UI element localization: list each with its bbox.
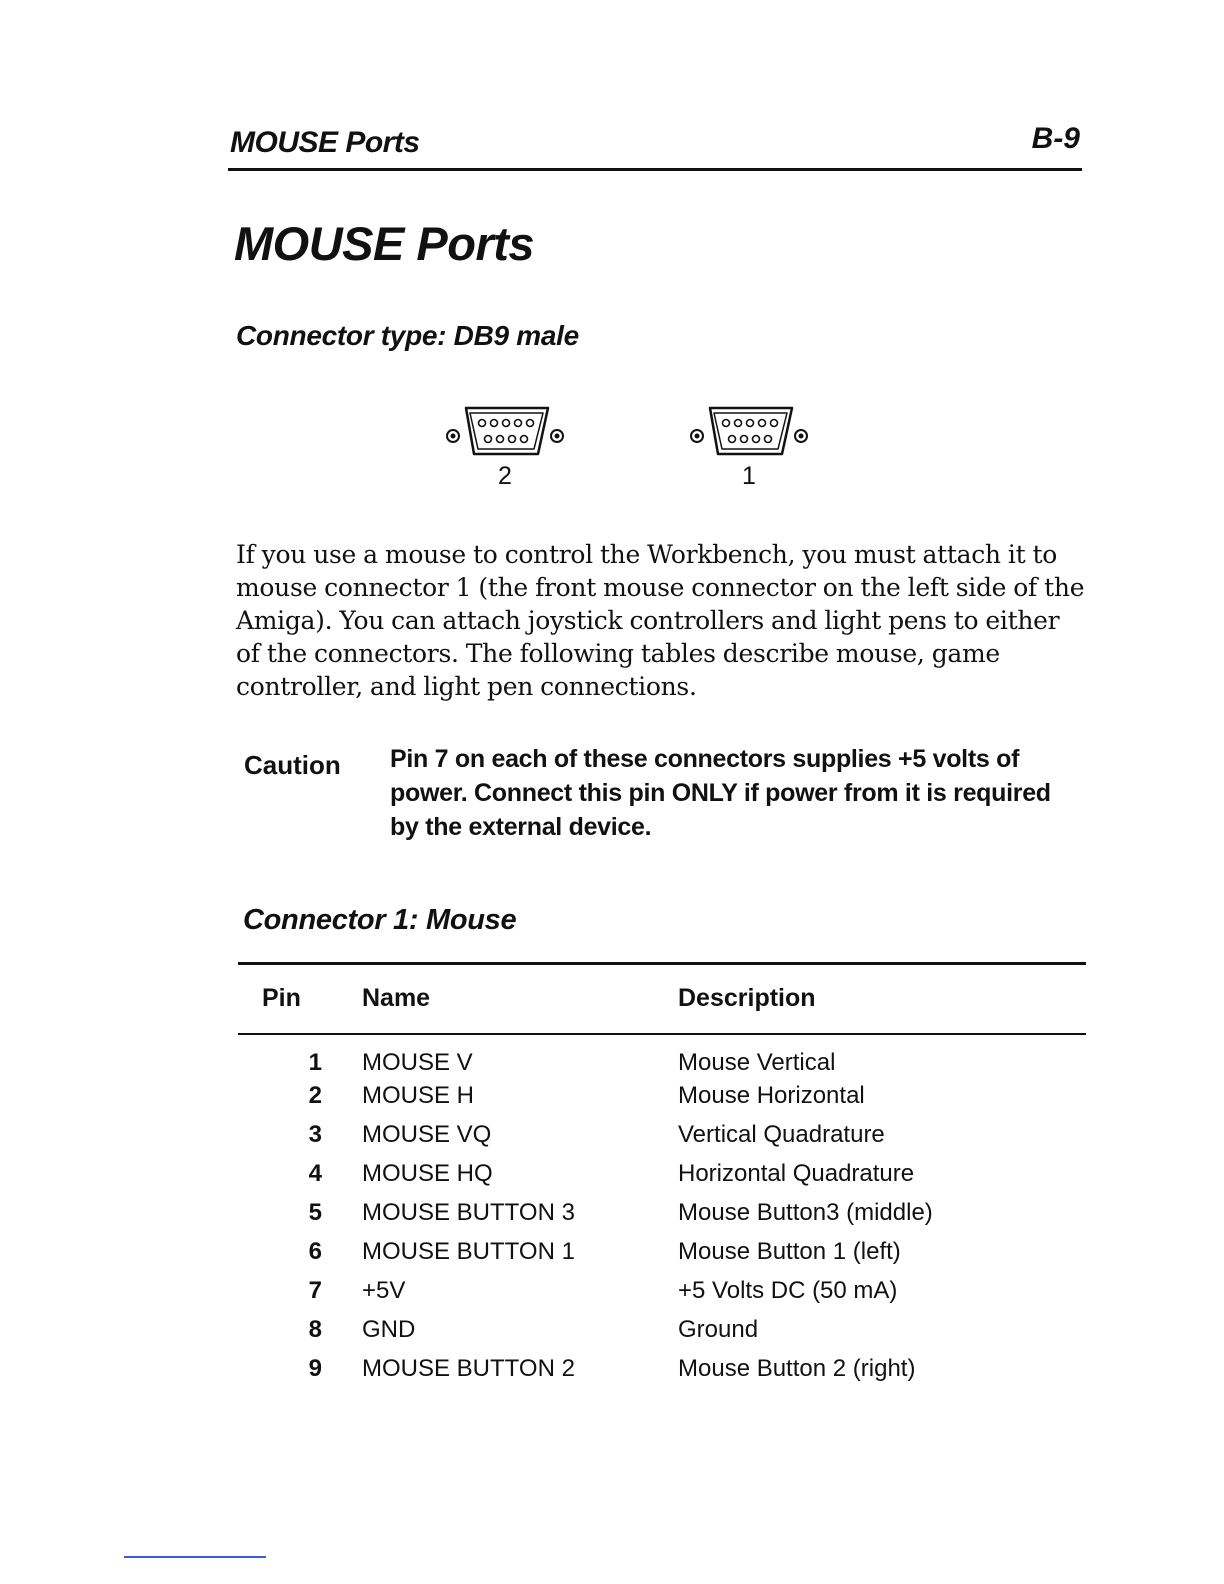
cell-pin: 5 bbox=[308, 1199, 322, 1226]
pin-table bbox=[238, 962, 1086, 1389]
column-header-name: Name bbox=[362, 964, 678, 1034]
table-row bbox=[238, 1034, 1086, 1077]
table-row bbox=[238, 1116, 1086, 1155]
cell-pin: 6 bbox=[308, 1238, 322, 1265]
db9-port-1 bbox=[688, 398, 810, 498]
cell-pin: 8 bbox=[308, 1316, 322, 1343]
page-number: B-9 bbox=[1031, 122, 1080, 155]
cell-name: MOUSE V bbox=[362, 1048, 473, 1076]
table-row bbox=[238, 1272, 1086, 1311]
column-header-pin: Pin bbox=[238, 964, 362, 1034]
body-paragraph: If you use a mouse to control the Workbench, you must attach it to mouse connector 1 (the front mouse connector on the left side of the Amiga). You can attach joystick controllers and light pens to either of the connectors. The following tables describe mouse, game controller, and light pen connections. bbox=[236, 540, 1085, 701]
caution-label: Caution bbox=[244, 750, 341, 780]
cell-description: Mouse Button3 (middle) bbox=[678, 1199, 933, 1226]
cell-description: Ground bbox=[678, 1316, 759, 1343]
cell-pin: 1 bbox=[308, 1048, 322, 1076]
table-row bbox=[238, 1233, 1086, 1272]
cell-description: Horizontal Quadrature bbox=[678, 1160, 915, 1187]
cell-name: +5V bbox=[362, 1277, 406, 1304]
table-row bbox=[238, 1155, 1086, 1194]
cell-name: MOUSE HQ bbox=[362, 1160, 493, 1187]
port-label: 2 bbox=[498, 462, 512, 490]
db9-port-2 bbox=[444, 398, 566, 498]
column-header-description: Description bbox=[678, 964, 1086, 1034]
cell-description: Mouse Button 2 (right) bbox=[678, 1355, 916, 1382]
cell-pin: 7 bbox=[308, 1277, 322, 1304]
table-header-row bbox=[238, 964, 1086, 1034]
cell-description: Mouse Horizontal bbox=[678, 1082, 865, 1109]
cell-name: MOUSE BUTTON 2 bbox=[362, 1355, 575, 1382]
cell-pin: 4 bbox=[308, 1160, 322, 1187]
table-row bbox=[238, 1077, 1086, 1116]
table-row bbox=[238, 1311, 1086, 1350]
cell-name: MOUSE BUTTON 1 bbox=[362, 1238, 575, 1265]
footnote-rule bbox=[124, 1556, 266, 1558]
db9-connector-figure bbox=[444, 398, 824, 498]
db9-connector-icon bbox=[444, 398, 566, 464]
page-title: MOUSE Ports bbox=[234, 217, 535, 270]
cell-description: Mouse Button 1 (left) bbox=[678, 1238, 901, 1265]
table-row bbox=[238, 1194, 1086, 1233]
cell-pin: 9 bbox=[308, 1355, 322, 1382]
cell-name: MOUSE H bbox=[362, 1082, 475, 1109]
running-header bbox=[228, 118, 1082, 171]
caution-text: Pin 7 on each of these connectors supplies +5 volts of power. Connect this pin ONLY if power from it is required by the external device. bbox=[390, 745, 1051, 841]
table-heading: Connector 1: Mouse bbox=[243, 904, 517, 936]
cell-description: Vertical Quadrature bbox=[678, 1121, 885, 1148]
port-label: 1 bbox=[742, 462, 756, 490]
table-row bbox=[238, 1350, 1086, 1389]
cell-description: +5 Volts DC (50 mA) bbox=[678, 1277, 898, 1304]
cell-description: Mouse Vertical bbox=[678, 1048, 836, 1076]
connector-type-heading: Connector type: DB9 male bbox=[236, 320, 579, 351]
cell-name: MOUSE VQ bbox=[362, 1121, 492, 1148]
cell-pin: 2 bbox=[308, 1082, 322, 1109]
db9-connector-icon bbox=[688, 398, 810, 464]
running-title: MOUSE Ports bbox=[230, 126, 420, 159]
cell-name: MOUSE BUTTON 3 bbox=[362, 1199, 575, 1226]
cell-pin: 3 bbox=[308, 1121, 322, 1148]
cell-name: GND bbox=[362, 1316, 416, 1343]
